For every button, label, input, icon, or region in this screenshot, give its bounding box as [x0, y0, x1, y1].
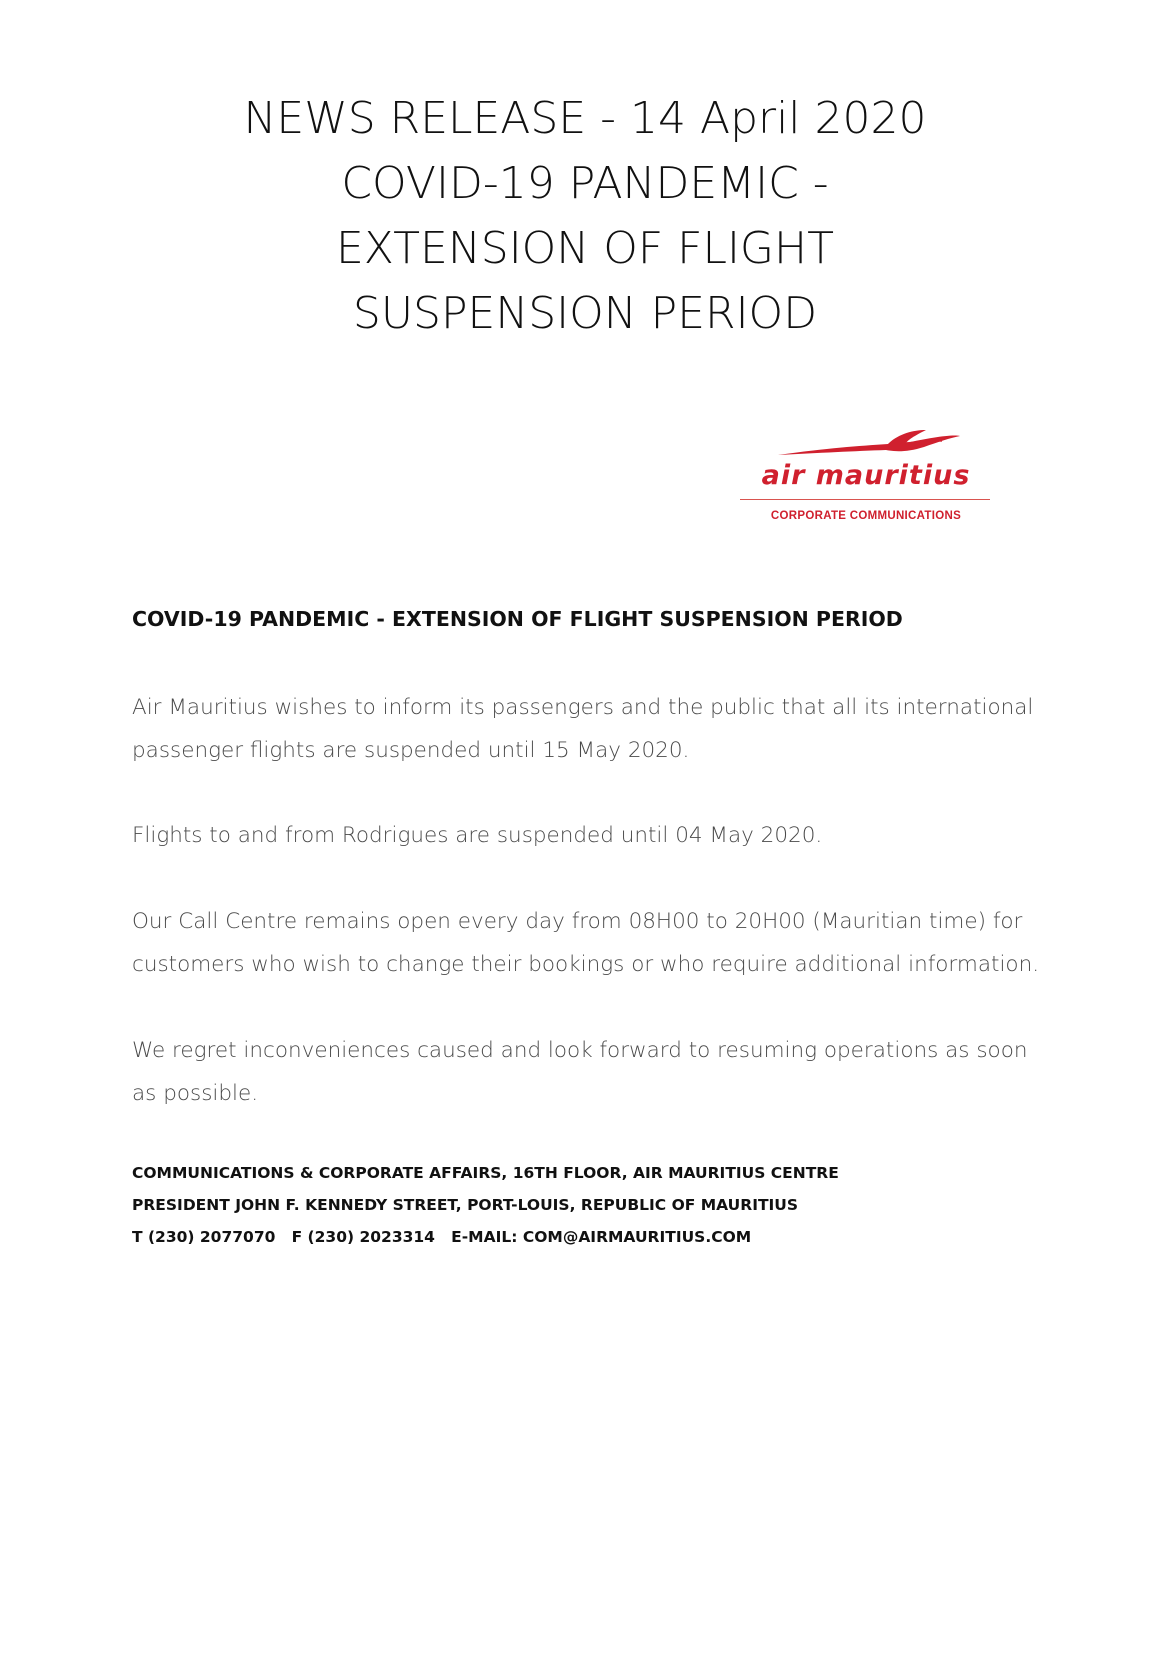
title-line: COVID-19 PANDEMIC - [341, 158, 829, 209]
paragraph-line: customers who wish to change their bookings or who require additional information. [132, 952, 1040, 977]
footer-street-line: PRESIDENT JOHN F. KENNEDY STREET, PORT-LOUIS, REPUBLIC OF MAURITIUS [132, 1196, 799, 1214]
paragraph [132, 686, 1062, 772]
paragraph-line: Flights to and from Rodrigues are suspended until 04 May 2020. [132, 823, 823, 848]
paragraph-line: as possible. [132, 1081, 259, 1106]
footer-address-line: COMMUNICATIONS & CORPORATE AFFAIRS, 16TH FLOOR, AIR MAURITIUS CENTRE [132, 1164, 839, 1182]
title-line: NEWS RELEASE - 14 April 2020 [243, 93, 927, 144]
section-heading: COVID-19 PANDEMIC - EXTENSION OF FLIGHT SUSPENSION PERIOD [132, 607, 903, 631]
footer-contact-line: T (230) 2077070 F (230) 2023314 E-MAIL: COM@AIRMAURITIUS.COM [132, 1228, 752, 1246]
contact-footer [132, 1157, 839, 1253]
paragraph [132, 814, 1062, 857]
bird-logo-icon [738, 424, 994, 464]
page-title [185, 86, 985, 346]
paragraph-line: Air Mauritius wishes to inform its passengers and the public that all its international [132, 695, 1034, 720]
paragraph-line: Our Call Centre remains open every day from 08H00 to 20H00 (Mauritian time) for [132, 909, 1023, 934]
title-line: EXTENSION OF FLIGHT [336, 223, 834, 274]
paragraph-line: passenger flights are suspended until 15 May 2020. [132, 738, 690, 763]
paragraph [132, 1029, 1062, 1115]
paragraph-line: We regret inconveniences caused and look forward to resuming operations as soon [132, 1038, 1028, 1063]
title-line: SUSPENSION PERIOD [352, 288, 818, 339]
logo-wordmark: air mauritius [761, 460, 971, 491]
air-mauritius-logo [738, 424, 994, 534]
logo-subtitle: CORPORATE COMMUNICATIONS [770, 510, 962, 522]
logo-divider [740, 499, 990, 500]
paragraph [132, 900, 1062, 986]
